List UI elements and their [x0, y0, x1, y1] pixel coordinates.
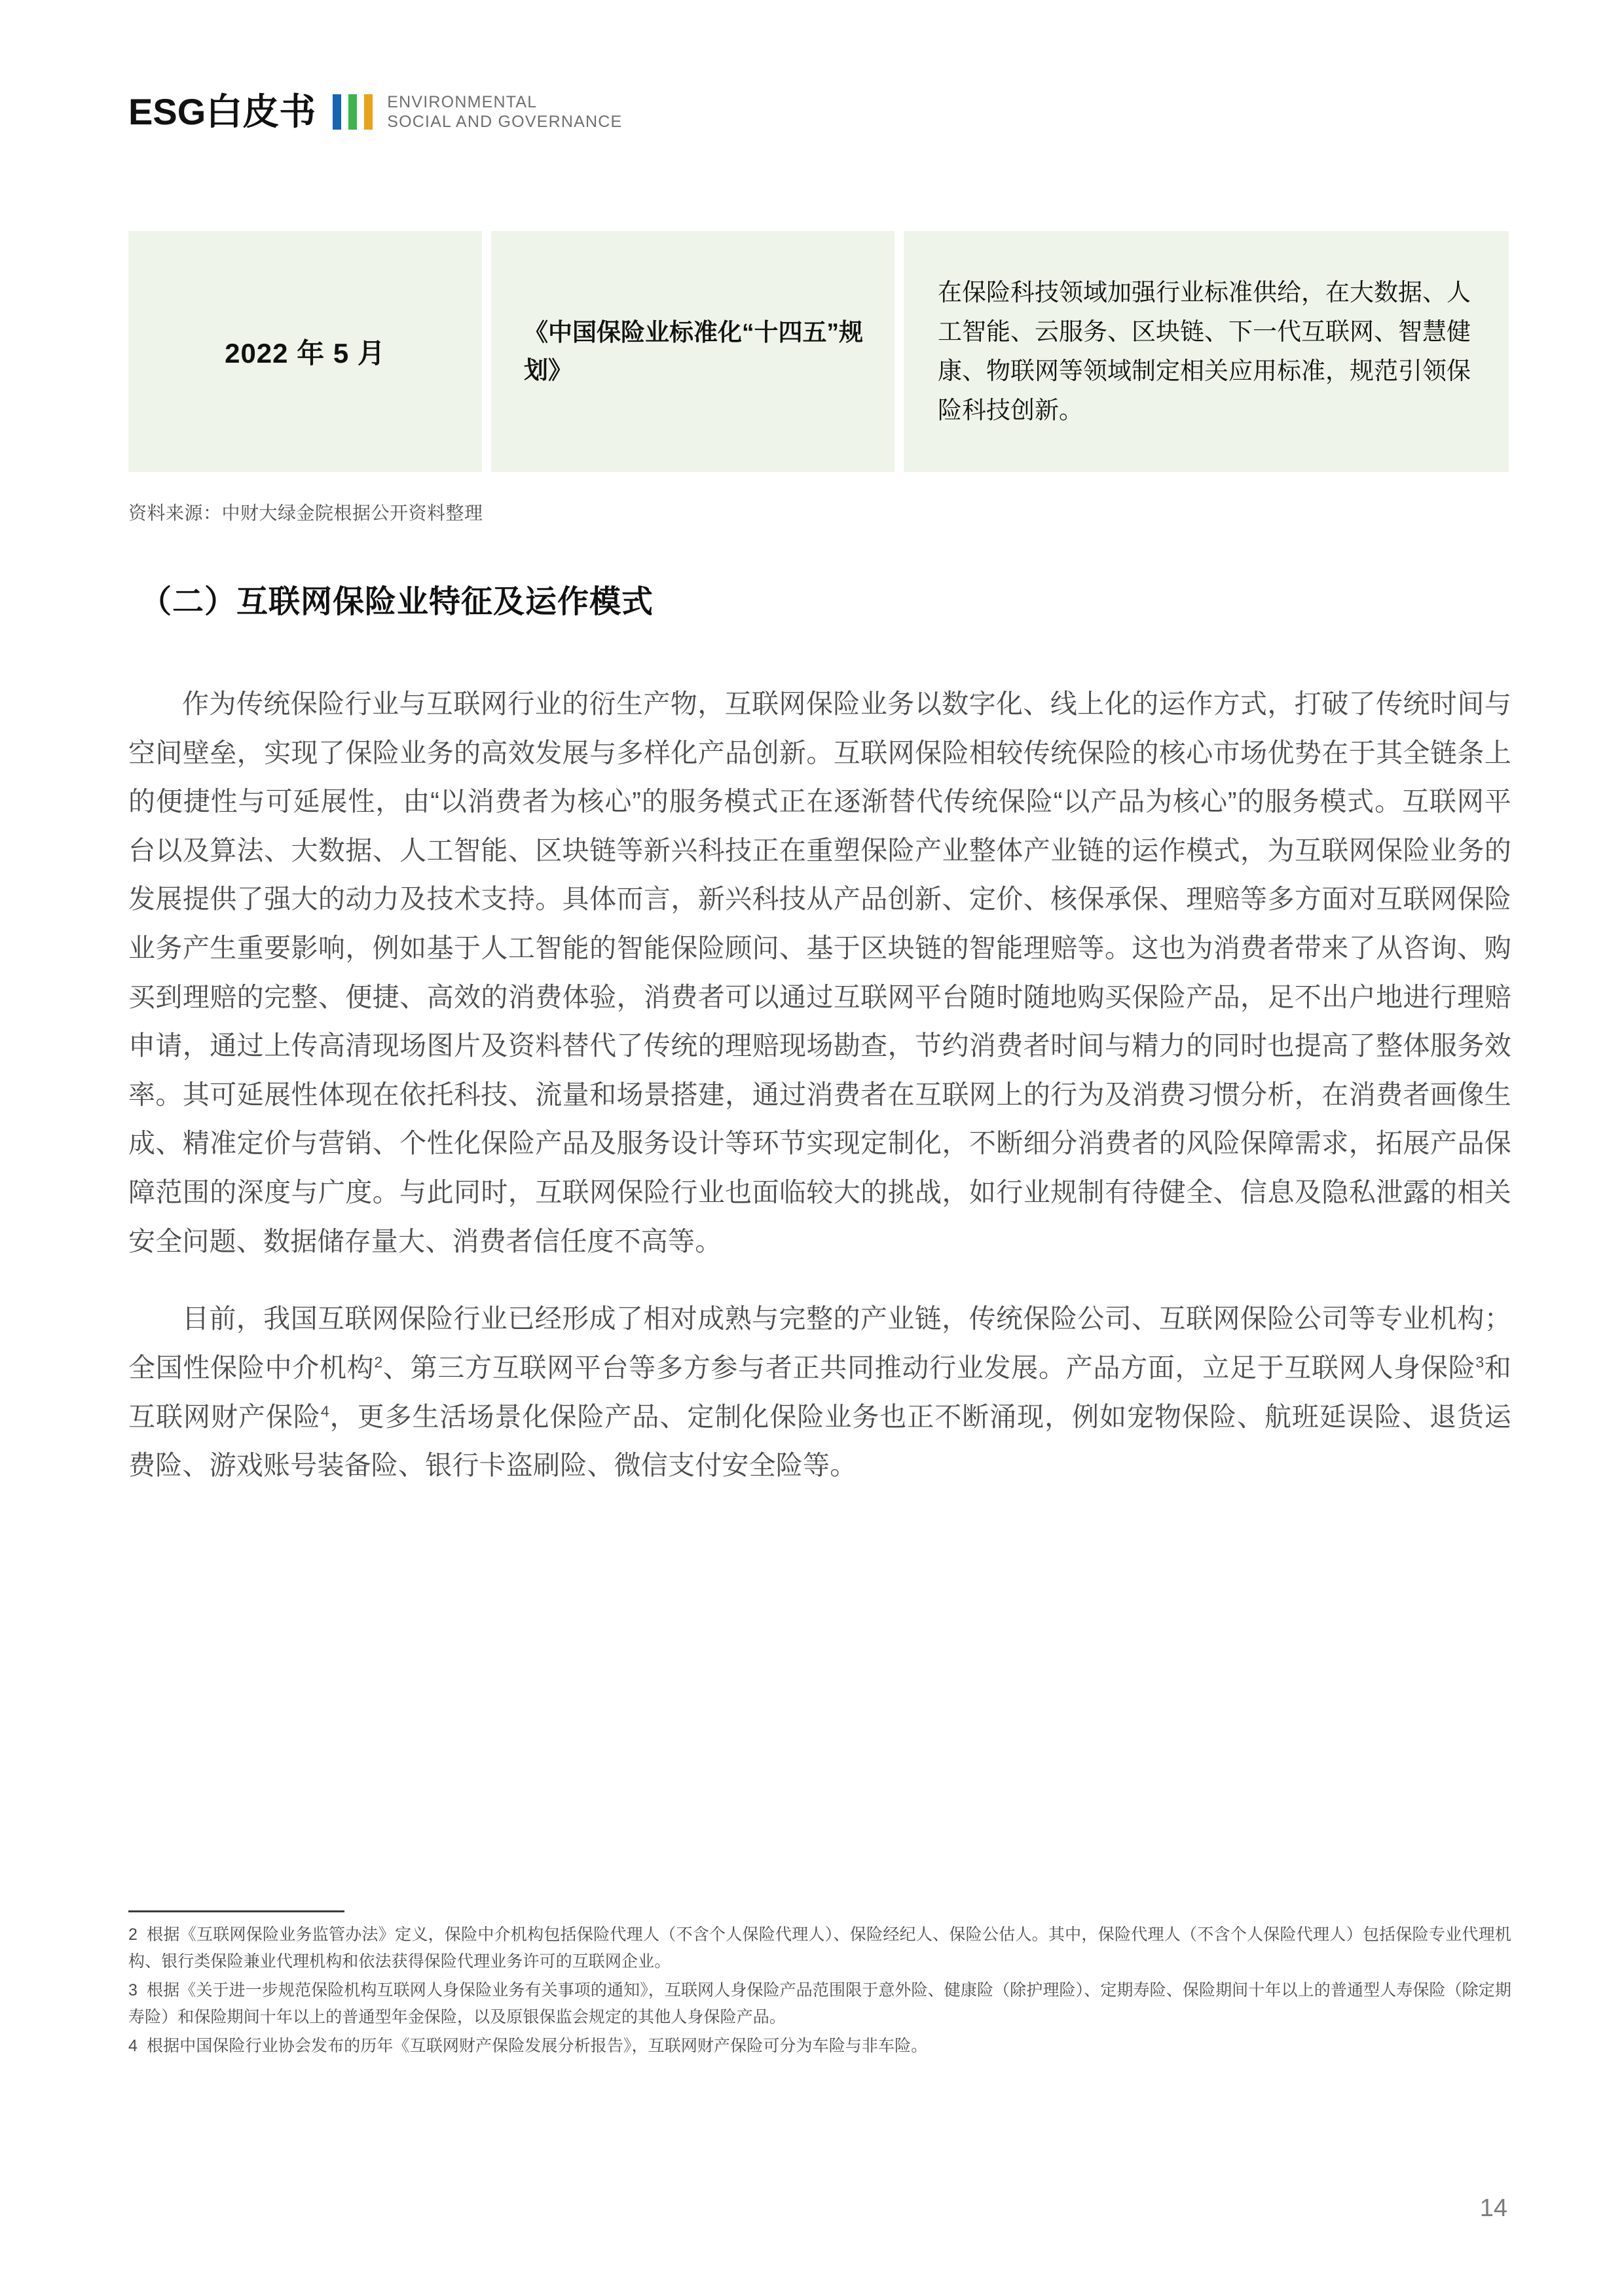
- page-number: 14: [1479, 2195, 1507, 2222]
- source-note: 资料来源：中财大绿金院根据公开资料整理: [128, 503, 483, 523]
- footnote-item: [128, 1977, 1511, 2030]
- paragraph-2-part-3: 和互联网财产保险: [128, 1352, 1511, 1432]
- footnote-item: [128, 1922, 1511, 1975]
- logo-english-line1: ENVIRONMENTAL: [387, 92, 538, 111]
- footnotes-section: [128, 1910, 1511, 2062]
- footnote-number: 3: [128, 1981, 138, 1999]
- logo-english-subtitle: [387, 92, 622, 132]
- logo-english-line2: SOCIAL AND GOVERNANCE: [387, 113, 623, 131]
- footnote-number: 4: [128, 2037, 138, 2055]
- footnote-number: 2: [128, 1925, 138, 1944]
- footnote-separator-rule: [128, 1910, 344, 1912]
- footnote-text: 根据《关于进一步规范保险机构互联网人身保险业务有关事项的通知》，互联网人身保险产品范围限于意外险、健康险（除护理险）、定期寿险、保险期间十年以上的普通型人寿保险（除定期寿险）和保险期间十年以上的普通型年金保险，以及原银保监会规定的其他人身保险产品。: [128, 1981, 1511, 2026]
- logo-bar-blue-icon: [333, 94, 341, 130]
- paragraph-2-part-2: 、第三方互联网平台等多方参与者正共同推动行业发展。产品方面，立足于互联网人身保险: [382, 1352, 1476, 1383]
- footnote-item: [128, 2033, 1511, 2060]
- footnote-ref-2[interactable]: 2: [374, 1353, 383, 1371]
- logo-bars-icon: [333, 94, 373, 130]
- body-content: [128, 680, 1511, 1511]
- footnote-ref-3[interactable]: 3: [1475, 1353, 1485, 1371]
- logo-chinese-title: ESG白皮书: [128, 91, 316, 132]
- section-heading: （二）互联网保险业特征及运作模式: [140, 585, 654, 619]
- footnote-ref-4[interactable]: 4: [320, 1402, 329, 1419]
- logo-bar-green-icon: [348, 94, 357, 130]
- paragraph-2-part-4: ，更多生活场景化保险产品、定制化保险业务也正不断涌现，例如宠物保险、航班延误险、退货运费险、游戏账号装备险、银行卡盗刷险、微信支付安全险等。: [128, 1401, 1511, 1481]
- paragraph-2: [128, 1294, 1511, 1489]
- footnote-text: 根据《互联网保险业务监管办法》定义，保险中介机构包括保险代理人（不含个人保险代理人）、保险经纪人、保险公估人。其中，保险代理人（不含个人保险代理人）包括保险专业代理机构、银行类保险兼业代理机构和依法获得保险代理业务许可的互联网企业。: [128, 1925, 1511, 1971]
- logo-bar-orange-icon: [364, 94, 373, 130]
- policy-table: [128, 231, 1509, 472]
- footnote-text: 根据中国保险行业协会发布的历年《互联网财产保险发展分析报告》，互联网财产保险可分为车险与非车险。: [147, 2037, 928, 2055]
- paragraph-2-part-1: 目前，我国互联网保险行业已经形成了相对成熟与完整的产业链，传统保险公司、互联网保险公司等专业机构；全国性保险中介机构: [128, 1303, 1511, 1383]
- document-header: [128, 84, 622, 140]
- table-cell-document: 《中国保险业标准化“十四五”规划》: [491, 231, 895, 472]
- paragraph-1: 作为传统保险行业与互联网行业的衍生产物，互联网保险业务以数字化、线上化的运作方式，打破了传统时间与空间壁垒，实现了保险业务的高效发展与多样化产品创新。互联网保险相较传统保险的核心市场优势在于其全链条上的便捷性与可延展性，由“以消费者为核心”的服务模式正在逐渐替代传统保险“以产品为核心”的服务模式。互联网平台以及算法、大数据、人工智能、区块链等新兴科技正在重塑保险产业整体产业链的运作模式，为互联网保险业务的发展提供了强大的动力及技术支持。具体而言，新兴科技从产品创新、定价、核保承保、理赔等多方面对互联网保险业务产生重要影响，例如基于人工智能的智能保险顾问、基于区块链的智能理赔等。这也为消费者带来了从咨询、购买到理赔的完整、便捷、高效的消费体验，消费者可以通过互联网平台随时随地购买保险产品，足不出户地进行理赔申请，通过上传高清现场图片及资料替代了传统的理赔现场勘查，节约消费者时间与精力的同时也提高了整体服务效率。其可延展性体现在依托科技、流量和场景搭建，通过消费者在互联网上的行为及消费习惯分析，在消费者画像生成、精准定价与营销、个性化保险产品及服务设计等环节实现定制化，不断细分消费者的风险保障需求，拓展产品保障范围的深度与广度。与此同时，互联网保险行业也面临较大的挑战，如行业规制有待健全、信息及隐私泄露的相关安全问题、数据储存量大、消费者信任度不高等。: [128, 689, 1511, 1256]
- table-cell-description: 在保险科技领域加强行业标准供给，在大数据、人工智能、云服务、区块链、下一代互联网、智慧健康、物联网等领域制定相关应用标准，规范引领保险科技创新。: [904, 231, 1509, 472]
- table-cell-date: 2022 年 5 月: [128, 231, 482, 472]
